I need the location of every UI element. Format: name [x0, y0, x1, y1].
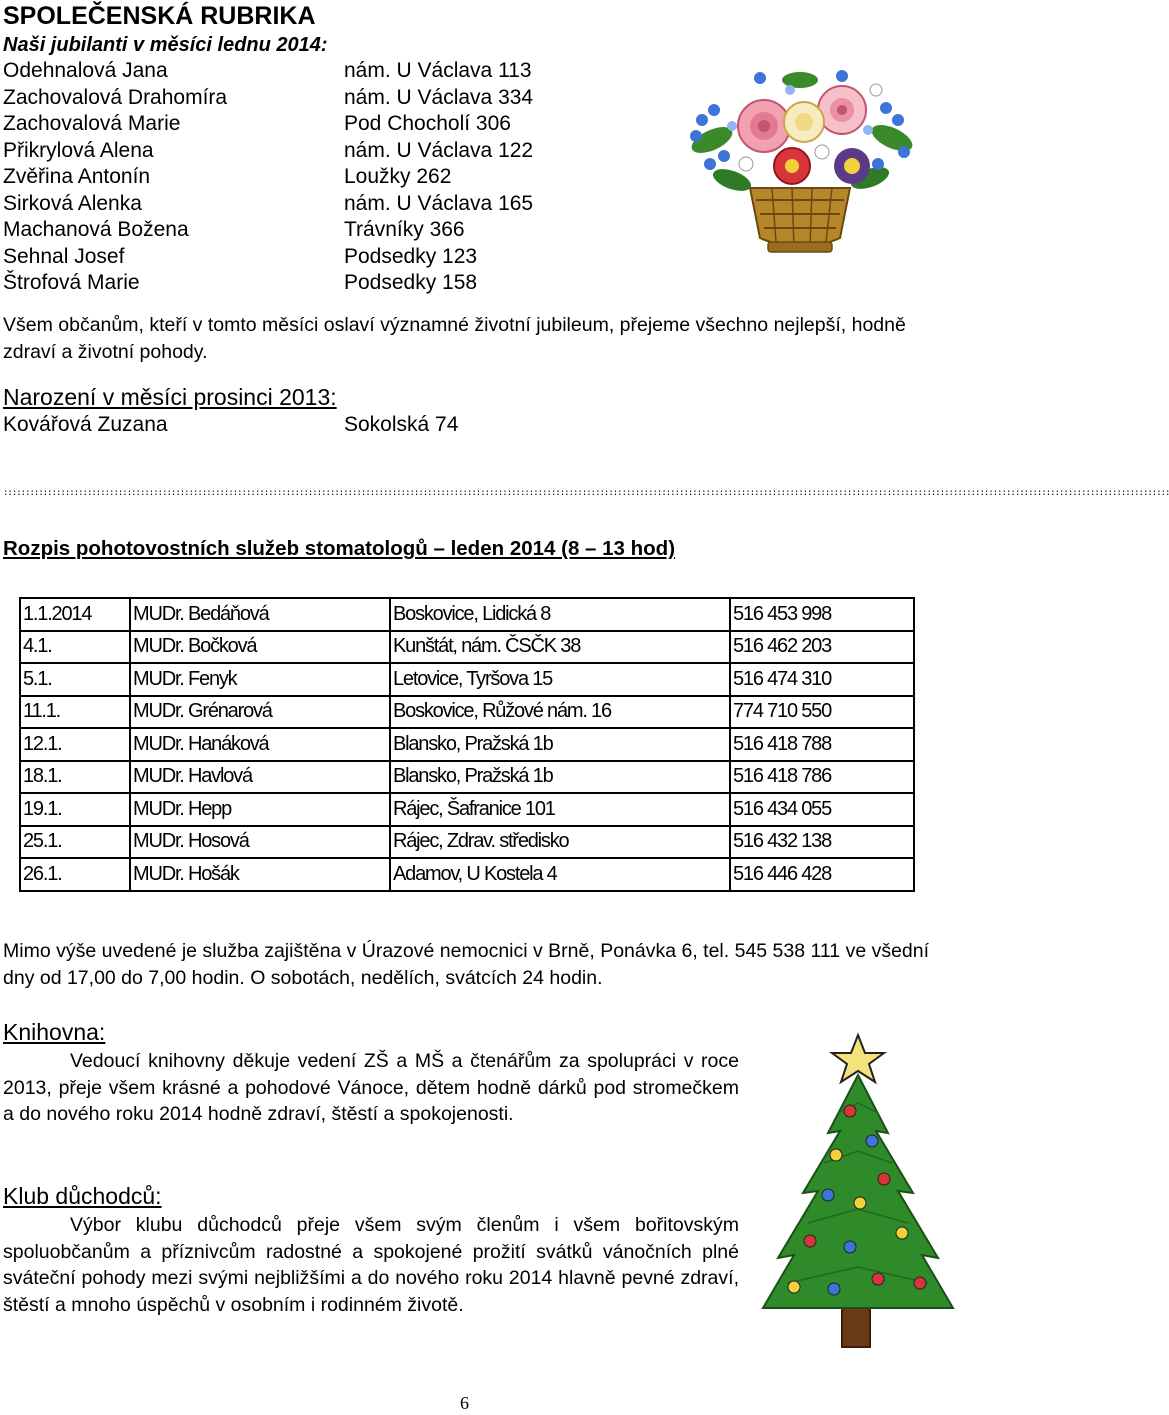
jubilee-address: Podsedky 158: [344, 271, 478, 294]
jubilee-name: Zachovalová Marie: [3, 112, 181, 135]
jubilee-address: nám. U Václava 113: [344, 59, 532, 82]
jubilee-name: Zvěřina Antonín: [3, 165, 151, 188]
library-text: [3, 1048, 739, 1128]
flower-basket-illustration: [672, 60, 928, 268]
phone-cell: 516 432 138: [730, 826, 914, 859]
doctor-cell: MUDr. Grénarová: [130, 696, 390, 729]
table-row: [20, 826, 914, 859]
doctor-cell: MUDr. Hosová: [130, 826, 390, 859]
jubilee-name: Machanová Božena: [3, 218, 189, 241]
doctor-cell: MUDr. Hošák: [130, 858, 390, 891]
doctor-cell: MUDr. Havlová: [130, 761, 390, 794]
jubilee-address: Podsedky 123: [344, 244, 478, 268]
phone-cell: 774 710 550: [730, 696, 914, 729]
date-cell: 11.1.: [20, 696, 130, 729]
phone-cell: 516 446 428: [730, 858, 914, 891]
date-cell: 19.1.: [20, 793, 130, 826]
births-heading: Narození v měsíci prosinci 2013:: [3, 384, 337, 410]
place-cell: Rájec, Zdrav. středisko: [390, 826, 730, 859]
jubilee-name: Odehnalová Jana: [3, 59, 168, 82]
date-cell: 12.1.: [20, 728, 130, 761]
club-text: [3, 1212, 739, 1318]
jubilee-address: nám. U Václava 334: [344, 85, 534, 109]
list-item: [3, 138, 533, 165]
phone-cell: 516 418 788: [730, 728, 914, 761]
table-row: [20, 728, 914, 761]
greeting-text: Všem občanům, kteří v tomto měsíci oslaví významné životní jubileum, přejeme všechno nejlepší, hodně zdraví a životní pohody.: [3, 314, 906, 363]
table-row: [20, 858, 914, 891]
list-item: [3, 58, 533, 85]
birth-address: Sokolská 74: [344, 413, 459, 436]
jubilee-list: [3, 58, 533, 297]
list-item: [3, 85, 533, 112]
place-cell: Rájec, Šafranice 101: [390, 793, 730, 826]
list-item: [3, 413, 458, 437]
table-row: [20, 663, 914, 696]
jubilee-name: Zachovalová Drahomíra: [3, 85, 228, 109]
jubilee-name: Štrofová Marie: [3, 271, 140, 294]
jubilee-name: Sirková Alenka: [3, 191, 142, 215]
phone-cell: 516 453 998: [730, 598, 914, 631]
jubilee-name: Přikrylová Alena: [3, 138, 154, 162]
dentist-table: [19, 597, 915, 892]
jubilee-address: nám. U Václava 165: [344, 191, 534, 215]
doctor-cell: MUDr. Bedáňová: [130, 598, 390, 631]
date-cell: 5.1.: [20, 663, 130, 696]
library-text-content: Vedoucí knihovny děkuje vedení ZŠ a MŠ a čtenářům za spolupráci v roce 2013, přeje všem krásné a pohodové Vánoce, dětem hodně dárků pod stromečkem a do nového roku 2014 hodně zdraví, štěstí a spokojenosti.: [3, 1050, 739, 1125]
table-row: [20, 793, 914, 826]
doctor-cell: MUDr. Bočková: [130, 631, 390, 664]
place-cell: Boskovice, Růžové nám. 16: [390, 696, 730, 729]
page-number: 6: [460, 1393, 469, 1413]
list-item: [3, 164, 533, 191]
doctor-cell: MUDr. Hepp: [130, 793, 390, 826]
dotted-divider: ::::::::::::::::::::::::::::::::::::::::::::::::::::::::::::::::::::::::::::::::::::::::::::::::::::::::::::::::::::::::::::::::::::::::::::::::::::::::::::::::::::::::::::::::::::::::::::::::::::::::::::::::::::::::::::::::::::::::::::::::::::::::::::::::::::::::: [3, 488, 1169, 498]
jubilee-heading: Naši jubilanti v měsíci lednu 2014:: [3, 34, 328, 56]
section-title: SPOLEČENSKÁ RUBRIKA: [3, 2, 316, 30]
jubilee-address: Loužky 262: [344, 165, 452, 188]
table-row: [20, 761, 914, 794]
jubilee-name: Sehnal Josef: [3, 244, 125, 268]
list-item: [3, 270, 533, 297]
phone-cell: 516 474 310: [730, 663, 914, 696]
list-item: [3, 191, 533, 218]
place-cell: Kunštát, nám. ČSČK 38: [390, 631, 730, 664]
dentist-heading: Rozpis pohotovostních služeb stomatologů – leden 2014 (8 – 13 hod): [3, 537, 676, 560]
doctor-cell: MUDr. Fenyk: [130, 663, 390, 696]
phone-cell: 516 434 055: [730, 793, 914, 826]
date-cell: 1.1.2014: [20, 598, 130, 631]
table-row: [20, 598, 914, 631]
jubilee-address: nám. U Václava 122: [344, 138, 534, 162]
date-cell: 25.1.: [20, 826, 130, 859]
list-item: [3, 217, 533, 244]
library-heading: Knihovna:: [3, 1019, 106, 1045]
jubilee-address: Trávníky 366: [344, 218, 465, 241]
club-text-content: Výbor klubu důchodců přeje všem svým členům i všem bořitovským spoluobčanům a příznivcům radostné a spokojené prožití svátků vánočních plné sváteční pohody mezi svými nejbližšími a do nového roku 2014 hlavně pevné zdraví, štěstí a mnoho úspěchů v osobním i rodinném životě.: [3, 1214, 739, 1316]
date-cell: 4.1.: [20, 631, 130, 664]
doctor-cell: MUDr. Hanáková: [130, 728, 390, 761]
place-cell: Boskovice, Lidická 8: [390, 598, 730, 631]
place-cell: Blansko, Pražská 1b: [390, 728, 730, 761]
place-cell: Blansko, Pražská 1b: [390, 761, 730, 794]
club-heading: Klub důchodců:: [3, 1183, 162, 1209]
place-cell: Adamov, U Kostela 4: [390, 858, 730, 891]
hospital-note: Mimo výše uvedené je služba zajištěna v Úrazové nemocnici v Brně, Ponávka 6, tel. 545 538 111 ve všední dny od 17,00 do 7,00 hodin. O sobotách, nedělích, svátcích 24 hodin.: [3, 940, 930, 989]
date-cell: 26.1.: [20, 858, 130, 891]
list-item: [3, 244, 533, 271]
table-row: [20, 696, 914, 729]
jubilee-address: Pod Chocholí 306: [344, 112, 511, 135]
table-row: [20, 631, 914, 664]
place-cell: Letovice, Tyršova 15: [390, 663, 730, 696]
phone-cell: 516 462 203: [730, 631, 914, 664]
phone-cell: 516 418 786: [730, 761, 914, 794]
date-cell: 18.1.: [20, 761, 130, 794]
birth-name: Kovářová Zuzana: [3, 413, 168, 436]
christmas-tree-illustration: [738, 1033, 958, 1353]
list-item: [3, 111, 533, 138]
